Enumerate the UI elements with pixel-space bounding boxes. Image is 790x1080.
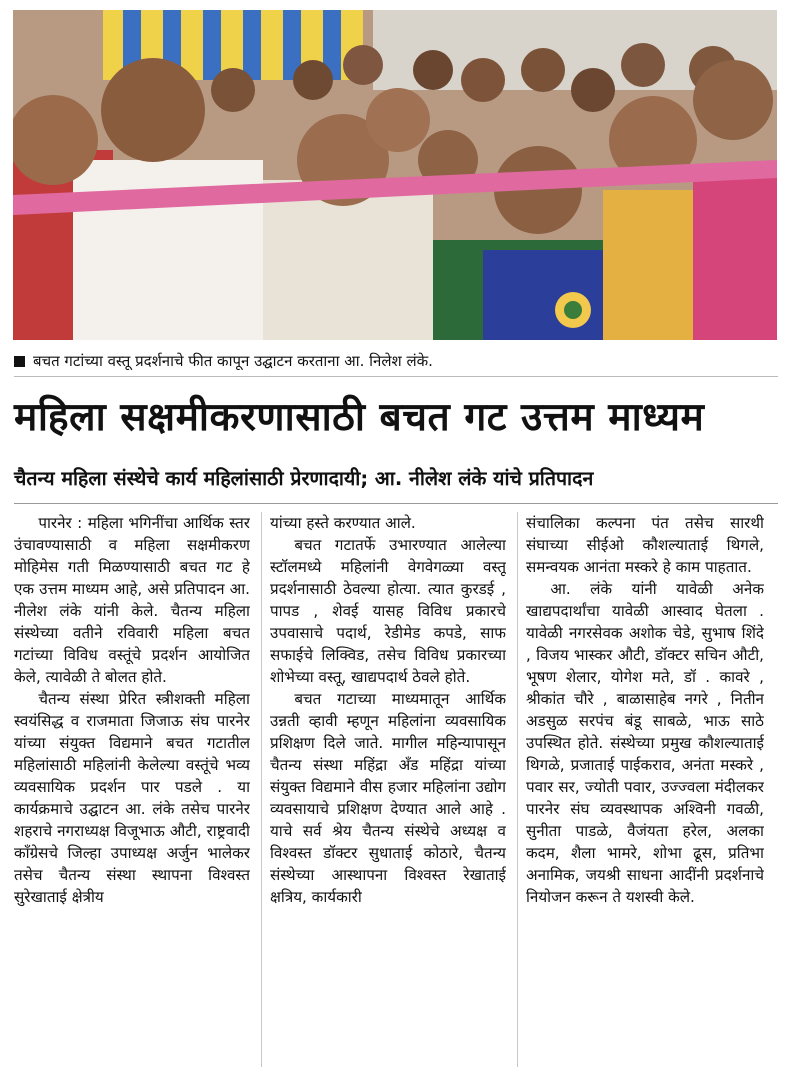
- paragraph: बचत गटातर्फे उभारण्यात आलेल्या स्टॉलमध्ये महिलांनी वेगवेगळ्या वस्तू प्रदर्शनासाठी ठेवल्या होत्या. त्यात कुरडई , पापड , शेवई यासह विविध प्रकारचे उपवासाचे पदार्थ, रेडीमेड कपडे, साफ सफाईचे लिक्विड, तसेच विविध प्रकारच्या शोभेच्या वस्तू, खाद्यपदार्थ ठेवले होते.: [270, 536, 506, 686]
- caption-text: बचत गटांच्या वस्तू प्रदर्शनाचे फीत कापून उद्घाटन करताना आ. निलेश लंके.: [33, 352, 433, 370]
- paragraph: संचालिका कल्पना पंत तसेच सारथी संघाच्या सीईओ कौशल्याताई थिगले, समन्वयक आनंता मस्करे हे काम पाहतात.: [526, 514, 764, 576]
- paragraph: यांच्या हस्ते करण्यात आले.: [270, 514, 416, 532]
- article-column-2: [270, 512, 506, 1072]
- photo-caption: [14, 346, 778, 377]
- article-column-1: [14, 512, 250, 1072]
- divider: [14, 503, 778, 504]
- paragraph: आ. लंके यांनी यावेळी अनेक खाद्यपदार्थांचा यावेळी आस्वाद घेतला . यावेळी नगरसेवक अशोक चेडे, सुभाष शिंदे , विजय भास्कर औटी, डॉक्टर सचिन औटी, भूषण शेलार, योगेश मते, डॉ . कावरे , श्रीकांत चौरे , बाळासाहेब नगरे , नितीन अडसुळ सरपंच बंडू साबळे, भाऊ साठे उपस्थित होते. संस्थेच्या प्रमुख कौशल्याताई थिगळे, प्रजाताई पाईकराव, अनंता मस्करे , पवार सर, ज्योती पवार, उज्ज्वला मंदीलकर पारनेर संघ व्यवस्थापक अश्विनी गवळी, सुनीता पाडळे, वैजंयता हरेल, अलका कदम, शैला भामरे, शोभा ढूस, प्रतिभा अनामिक, जयश्री साधना आदींनी प्रदर्शनाचे नियोजन करून ते यशस्वी केले.: [526, 580, 764, 906]
- column-divider: [517, 512, 518, 1067]
- paragraph: बचत गटाच्या माध्यमातून आर्थिक उन्नती व्हावी म्हणून महिलांना व्यवसायिक प्रशिक्षण दिले जाते. मागील महिन्यापासून चैतन्य संस्था महिंद्रा अँड महिंद्रा यांच्या संयुक्त विद्यमाने वीस हजार महिलांना उद्योग व्यवसायाचे प्रशिक्षण देण्यात आले आहे . याचे सर्व श्रेय चैतन्य संस्थेचे अध्यक्ष व विश्वस्त डॉक्टर सुधाताई कोठारे, चैतन्य संस्थेच्या आस्थापना विश्वस्त रेखाताई क्षत्रिय, कार्यकारी: [270, 690, 506, 906]
- article-column-3: [526, 512, 764, 1072]
- square-bullet-icon: [14, 356, 25, 367]
- news-photo: [13, 10, 777, 340]
- paragraph: चैतन्य संस्था प्रेरित स्त्रीशक्ती महिला स्वयंसिद्ध व राजमाता जिजाऊ संघ पारनेर यांच्या संयुक्त विद्यमाने बचत गटातील महिलांसाठी महिलांनी केलेल्या वस्तूंचे भव्य व्यवसायिक प्रदर्शन पार पडले . या कार्यक्रमाचे उद्घाटन आ. लंके तसेच पारनेर शहराचे नगराध्यक्ष विजूभाऊ औटी, राष्ट्रवादी काँग्रेसचे जिल्हा उपाध्यक्ष अर्जुन भालेकर तसेच चैतन्य संस्था स्थापना विश्वस्त सुरेखाताई क्षेत्रीय: [14, 690, 250, 906]
- subheadline: चैतन्य महिला संस्थेचे कार्य महिलांसाठी प्रेरणादायी; आ. नीलेश लंके यांचे प्रतिपादन: [14, 467, 594, 490]
- headline: महिला सक्षमीकरणासाठी बचत गट उत्तम माध्यम: [14, 395, 705, 440]
- column-divider: [261, 512, 262, 1067]
- paragraph: पारनेर : महिला भगिनींचा आर्थिक स्तर उंचावण्यासाठी व महिला सक्षमीकरण मोहिमेस गती मिळण्यासाठी बचत गट हे एक उत्तम माध्यम आहे, असे प्रतिपादन आ. नीलेश लंके यांनी केले. चैतन्य महिला संस्थेच्या वतीने रविवारी महिला बचत गटांच्या विविध वस्तूंचे प्रदर्शन आयोजित केले, त्यावेळी ते बोलत होते.: [14, 514, 250, 686]
